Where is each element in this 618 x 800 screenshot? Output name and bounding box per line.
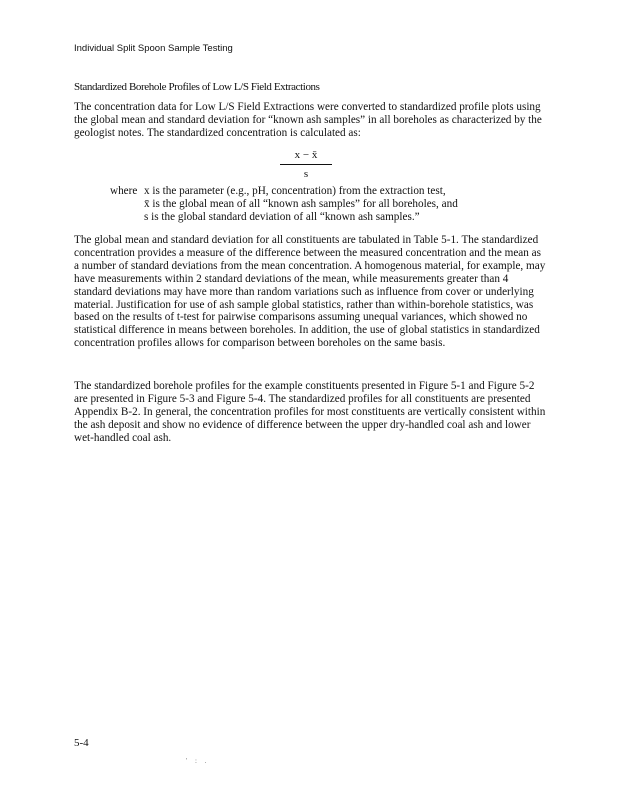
formula-denominator: s — [303, 168, 309, 180]
definition-row-mean — [110, 198, 530, 211]
standardized-concentration-formula — [280, 149, 332, 181]
definition-x: x is the parameter (e.g., pH, concentration) from the extraction test, — [144, 185, 446, 197]
running-header: Individual Split Spoon Sample Testing — [74, 43, 233, 54]
profiles-paragraph: The standardized borehole profiles for the example constituents presented in Figure 5-1 and Figure 5-2 are presented in Figure 5-3 and Figure 5-4. The standardized profiles for all constituents are presented Appendix B-2. In general, the concentration profiles for most constituents are vertically consistent within the ash deposit and show no evidence of difference between the upper dry-handled coal ash and lower wet-handled coal ash. — [74, 380, 546, 444]
page-number: 5-4 — [74, 737, 89, 749]
definition-row-s — [110, 211, 530, 224]
global-statistics-paragraph: The global mean and standard deviation for all constituents are tabulated in Table 5-1. The standardized concentration provides a measure of the difference between the measured concentration and the mean as a number of standard deviations from the mean concentration. A homogenous material, for example, may have measurements within 2 standard deviations of the mean, while measurements greater than 4 standard deviations may have more than random variations such as influence from cover or underlying material. Justification for use of ash sample global statistics, rather than within-borehole statistics, was based on the results of t-test for pairwise comparisons assuming unequal variances, which showed no statistical difference in means between boreholes. In addition, the use of global statistics in standardized concentration profiles allows for comparison between boreholes on the same basis. — [74, 234, 546, 350]
variable-definitions — [110, 185, 530, 224]
where-label: where — [110, 185, 138, 197]
definition-mean: x̄ is the global mean of all “known ash samples” for all boreholes, and — [144, 197, 458, 210]
intro-paragraph: The concentration data for Low L/S Field Extractions were converted to standardized profile plots using the global mean and standard deviation for “known ash samples” in all boreholes as characterized by the geologist notes. The standardized concentration is calculated as: — [74, 101, 542, 139]
definition-s: s is the global standard deviation of all “known ash samples.” — [144, 210, 420, 223]
scan-artifact-marks: ' : . — [186, 757, 210, 765]
section-heading: Standardized Borehole Profiles of Low L/S Field Extractions — [74, 81, 320, 93]
definition-row-x — [110, 185, 530, 198]
formula-numerator: x − x̄ — [280, 149, 332, 165]
